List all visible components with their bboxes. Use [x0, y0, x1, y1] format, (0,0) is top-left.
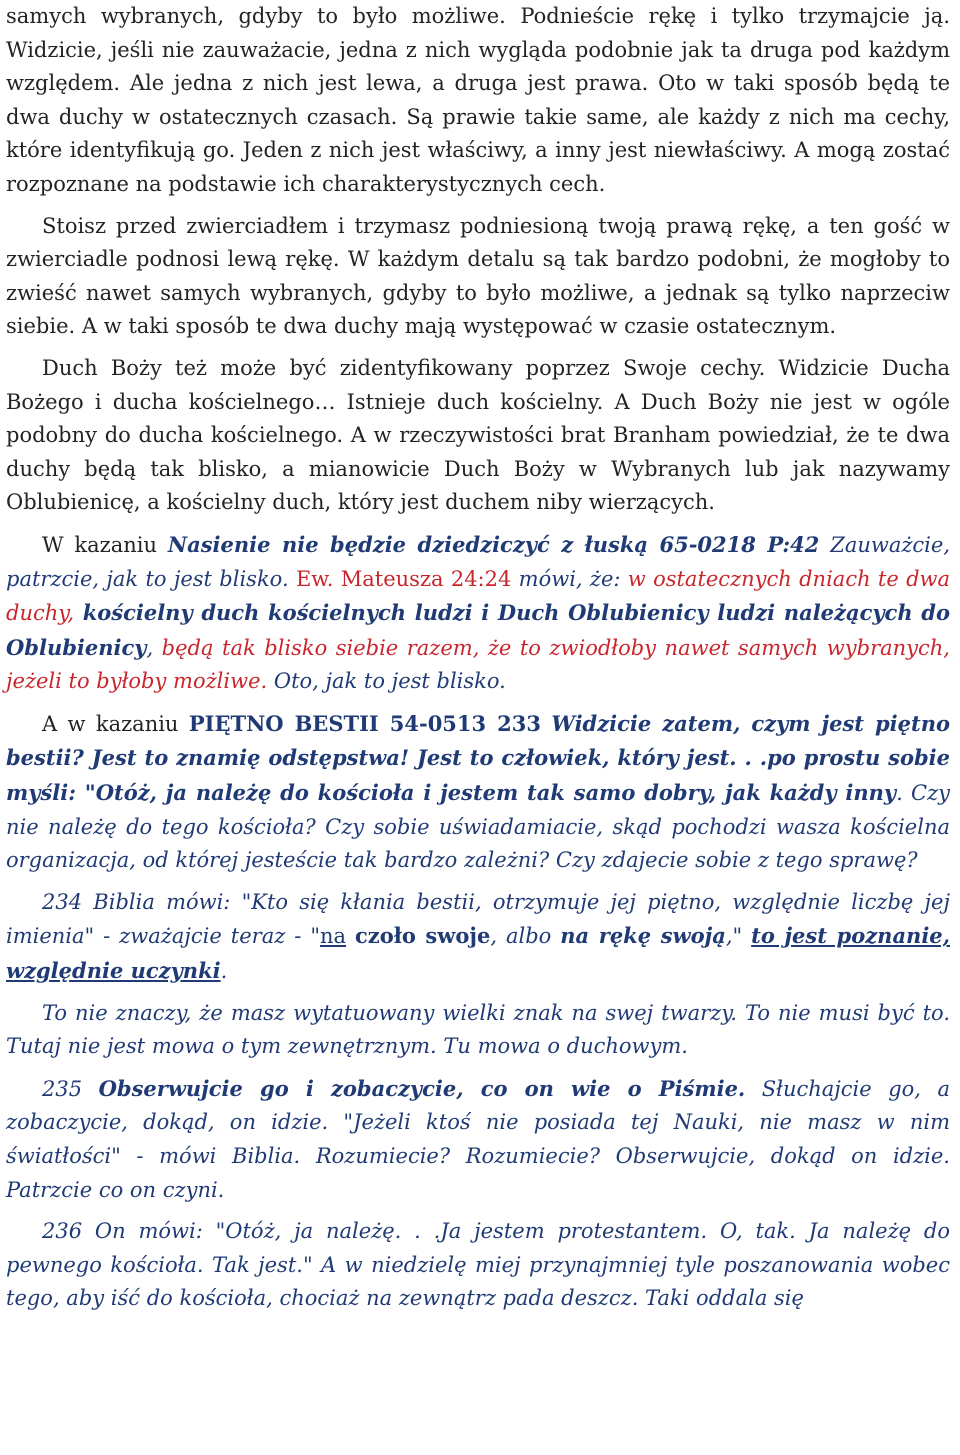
- paragraph-2: [6, 210, 950, 344]
- text-run: to jest poznanie, względnie uczynki: [6, 923, 950, 984]
- text-run: w ostatecznych dniach te dwa duchy,: [6, 566, 951, 626]
- text-run: mówi, że:: [511, 566, 628, 591]
- text-run: Nasienie nie będzie dziedziczyć z łuską 65-0218 P:42: [167, 531, 820, 557]
- text-run: 234 Biblia mówi: "Kto się kłania bestii, otrzymuje jej piętno, względnie liczbę jej imienia" - zważajcie teraz - ": [6, 889, 950, 949]
- paragraph-4: [6, 528, 950, 699]
- text-run: na rękę swoją: [560, 923, 726, 949]
- text-run: 236 On mówi: "Otóż, ja należę. . .Ja jestem protestantem. O, tak. Ja należę do pewnego kościoła. Tak jest." A w niedzielę miej przynajmniej tyle poszanowania wobec tego, aby iść do kościoła, chociaż na zewnątrz pada deszcz. Taki oddala się: [6, 1219, 950, 1311]
- text-run: Oto, jak to jest blisko.: [267, 669, 506, 694]
- text-run: Stoisz przed zwierciadłem i trzymasz podniesioną twoją prawą rękę, a ten gość w zwierciadle podnosi lewą rękę. W każdym detalu są tak bardzo podobni, że mogłoby to zwieść nawet samych wybranych, gdyby to było możliwe, a jednak są tylko naprzeciw siebie. A w taki sposób te dwa duchy mają występować w czasie ostatecznym.: [6, 213, 950, 339]
- paragraph-5: [6, 707, 950, 878]
- text-run: PIĘTNO BESTII 54-0513 233: [188, 710, 541, 736]
- text-run: , albo: [490, 924, 561, 949]
- text-run: czoło swoje: [355, 923, 491, 949]
- text-run: Słuchajcie go, a zobaczycie, dokąd, on idzie. "Jeżeli ktoś nie posiada tej Nauki, nie masz w nim światłości" - mówi Biblia. Rozumiecie? Rozumiecie? Obserwujcie, dokąd on idzie. Patrzcie co on czyni.: [6, 1076, 950, 1202]
- paragraph-6: [6, 886, 950, 989]
- text-run: kościelny duch kościelnych ludzi i Duch Oblubienicy ludzi należących do Oblubienicy: [6, 600, 950, 660]
- text-run: .: [220, 959, 228, 984]
- text-run: na: [319, 924, 347, 949]
- text-run: W kazaniu: [42, 532, 168, 557]
- text-run: A w kazaniu: [42, 711, 189, 736]
- paragraph-7: [6, 997, 950, 1064]
- text-run: Zauważcie, patrzcie, jak to jest blisko.: [6, 532, 951, 591]
- paragraph-1: [6, 0, 950, 202]
- text-run: 235: [42, 1076, 99, 1101]
- text-run: . Czy nie należę do tego kościoła? Czy sobie uświadamiacie, skąd pochodzi wasza kościelna organizacja, od której jesteście tak bardzo zależni? Czy zdajecie sobie z tego sprawę?: [6, 781, 950, 873]
- text-run: To nie znaczy, że masz wytatuowany wielki znak na swej twarzy. To nie musi być to. Tutaj nie jest mowa o tym zewnętrznym. Tu mowa o duchowym.: [6, 1000, 950, 1059]
- text-run: [346, 924, 355, 948]
- paragraph-9: [6, 1215, 950, 1316]
- text-run: samych wybranych, gdyby to było możliwe. Podnieście rękę i tylko trzymajcie ją. Widzicie, jeśli nie zauważacie, jedna z nich wygląda podobnie jak ta druga pod każdym względem. Ale jedna z nich jest lewa, a druga jest prawa. Oto w taki sposób będą te dwa duchy w ostatecznych czasach. Są prawie takie same, ale każdy z nich ma cechy, które identyfikują go. Jeden z nich jest właściwy, a inny jest niewłaściwy. A mogą zostać rozpoznane na podstawie ich charakterystycznych cech.: [6, 4, 950, 196]
- text-run: będą tak blisko siebie razem, że to zwiodłoby nawet samych wybranych, jeżeli to byłoby możliwe.: [6, 635, 950, 694]
- text-run: ,": [725, 924, 752, 949]
- text-run: Ew. Mateusza 24:24: [295, 566, 512, 591]
- paragraph-8: [6, 1072, 950, 1207]
- text-run: ,: [146, 635, 162, 660]
- text-run: Widzicie zatem, czym jest piętno bestii? Jest to znamię odstępstwa! Jest to człowiek, który jest. . .po prostu sobie myśli: "Otóż, ja należę do kościoła i jestem tak samo dobry, jak każdy inny: [6, 710, 950, 806]
- text-run: Duch Boży też może być zidentyfikowany poprzez Swoje cechy. Widzicie Ducha Bożego i ducha kościelnego… Istnieje duch kościelny. A Duch Boży nie jest w ogóle podobny do ducha kościelnego. A w rzeczywistości brat Branham powiedział, że te dwa duchy będą tak blisko, a mianowicie Duch Boży w Wybranych lub jak nazywamy Oblubienicę, a kościelny duch, który jest duchem niby wierzących.: [6, 355, 950, 515]
- paragraph-3: [6, 352, 950, 520]
- text-run: Obserwujcie go i zobaczycie, co on wie o Piśmie.: [98, 1075, 746, 1101]
- text-run: [541, 712, 551, 736]
